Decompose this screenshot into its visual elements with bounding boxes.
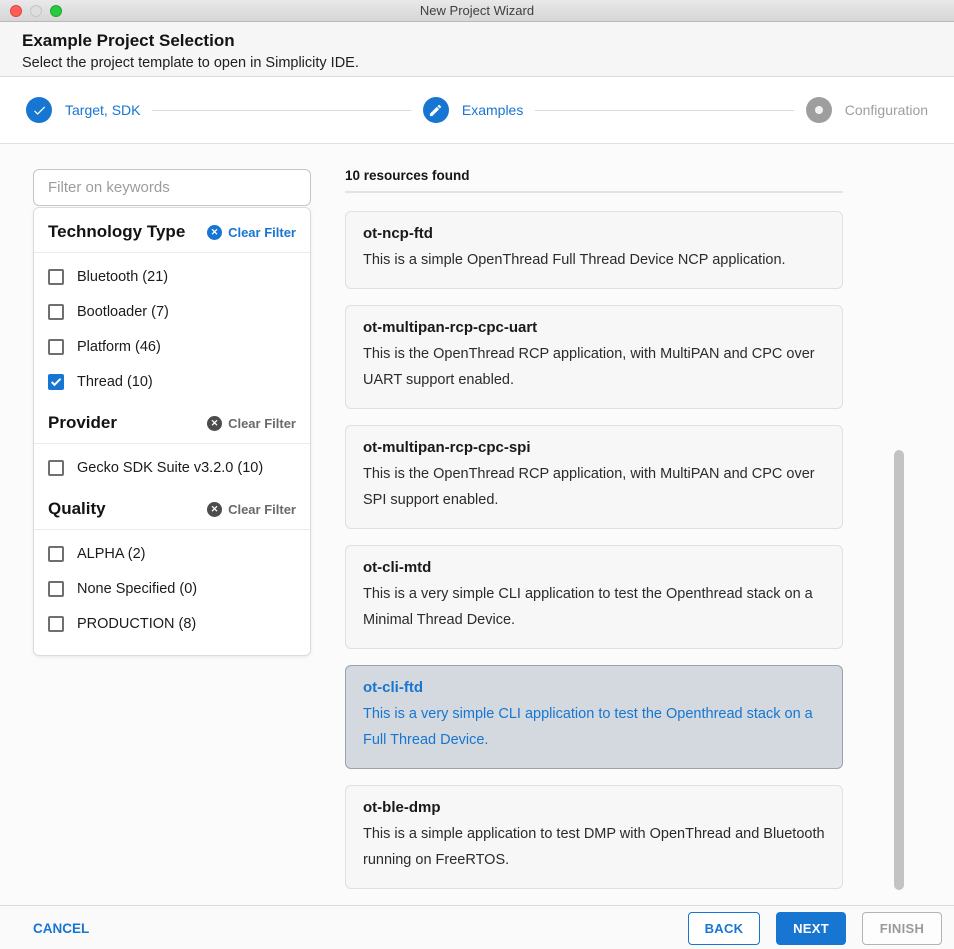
- example-card-ot-ncp-ftd[interactable]: [345, 211, 843, 289]
- clear-filter-button[interactable]: [207, 416, 296, 431]
- filter-checkbox-row[interactable]: [34, 294, 310, 329]
- filter-checkbox-row[interactable]: [34, 450, 310, 485]
- finish-button[interactable]: FINISH: [862, 912, 942, 945]
- wizard-header: [0, 22, 954, 77]
- filter-checkbox-row[interactable]: [34, 536, 310, 571]
- step-label: Examples: [461, 102, 524, 118]
- example-card-ot-multipan-rcp-cpc-uart[interactable]: [345, 305, 843, 409]
- window-title: New Project Wizard: [419, 3, 535, 18]
- step-configuration[interactable]: [806, 97, 928, 123]
- keyword-filter-input[interactable]: [33, 169, 311, 206]
- clear-filter-label: Clear Filter: [228, 415, 296, 431]
- filter-section-title: Technology Type: [48, 222, 186, 241]
- clear-x-icon: ✕: [207, 416, 222, 431]
- step-target-sdk[interactable]: [26, 97, 140, 123]
- example-card-ot-ble-dmp[interactable]: [345, 785, 843, 889]
- next-button[interactable]: NEXT: [776, 912, 846, 945]
- example-card-description: This is a very simple CLI application to test the Openthread stack on a Full Thread Device.: [363, 706, 813, 748]
- example-card-title: ot-cli-ftd: [363, 679, 423, 696]
- results-count: 10 resources found: [345, 168, 470, 183]
- filter-option-label: PRODUCTION (8): [77, 615, 197, 632]
- page-subtitle: Select the project template to open in Simplicity IDE.: [22, 55, 359, 71]
- checkbox-icon[interactable]: [48, 304, 64, 320]
- main-content: [0, 144, 954, 905]
- checkbox-icon[interactable]: [48, 616, 64, 632]
- filter-option-label: Bluetooth (21): [77, 268, 169, 285]
- cards-container: [345, 211, 843, 889]
- clear-filter-button[interactable]: [207, 225, 296, 240]
- example-card-description: This is a simple application to test DMP with OpenThread and Bluetooth running on FreeRTOS.: [363, 826, 825, 868]
- check-icon: [32, 103, 47, 118]
- checkbox-icon[interactable]: [48, 460, 64, 476]
- example-card-title: ot-multipan-rcp-cpc-spi: [363, 439, 531, 456]
- example-card-title: ot-cli-mtd: [363, 559, 432, 576]
- example-card-description: This is the OpenThread RCP application, with MultiPAN and CPC over SPI support enabled.: [363, 466, 815, 508]
- filter-option-label: Thread (10): [77, 373, 153, 390]
- filter-option-label: ALPHA (2): [77, 545, 146, 562]
- example-card-title: ot-multipan-rcp-cpc-uart: [363, 319, 538, 336]
- filter-section: [34, 491, 310, 647]
- checkbox-icon[interactable]: [48, 269, 64, 285]
- window-titlebar: [0, 0, 954, 22]
- step-connector: [535, 110, 793, 111]
- filter-section: [34, 405, 310, 491]
- example-card-ot-cli-mtd[interactable]: [345, 545, 843, 649]
- filter-option-label: None Specified (0): [77, 580, 198, 597]
- clear-filter-button[interactable]: [207, 502, 296, 517]
- checkbox-icon[interactable]: [48, 339, 64, 355]
- example-card-ot-cli-ftd[interactable]: [345, 665, 843, 769]
- results-list: [345, 168, 843, 905]
- example-card-description: This is the OpenThread RCP application, with MultiPAN and CPC over UART support enabled.: [363, 346, 815, 388]
- example-card-description: This is a very simple CLI application to test the Openthread stack on a Minimal Thread Device.: [363, 586, 813, 628]
- vertical-scrollbar[interactable]: [894, 450, 904, 890]
- clear-x-icon: ✕: [207, 502, 222, 517]
- back-button[interactable]: BACK: [688, 912, 760, 945]
- filter-checkbox-row[interactable]: [34, 329, 310, 364]
- pencil-icon: [428, 103, 443, 118]
- filter-checkbox-row[interactable]: [34, 364, 310, 399]
- step-connector: [152, 110, 410, 111]
- filter-section-title: Quality: [48, 499, 106, 518]
- cancel-button[interactable]: CANCEL: [33, 920, 90, 936]
- example-card-title: ot-ble-dmp: [363, 799, 441, 816]
- checkbox-icon[interactable]: [48, 581, 64, 597]
- clear-filter-label: Clear Filter: [228, 224, 296, 240]
- filter-section-title: Provider: [48, 413, 117, 432]
- filter-checkbox-row[interactable]: [34, 259, 310, 294]
- filter-option-label: Bootloader (7): [77, 303, 169, 320]
- filter-checkbox-row[interactable]: [34, 571, 310, 606]
- example-card-ot-multipan-rcp-cpc-spi[interactable]: [345, 425, 843, 529]
- filter-checkbox-row[interactable]: [34, 606, 310, 641]
- filter-section: [34, 214, 310, 405]
- step-label: Target, SDK: [65, 102, 141, 118]
- example-card-title: ot-ncp-ftd: [363, 225, 433, 242]
- clear-filter-label: Clear Filter: [228, 501, 296, 517]
- filter-option-label: Gecko SDK Suite v3.2.0 (10): [77, 459, 264, 476]
- checkbox-icon[interactable]: [48, 546, 64, 562]
- filter-option-label: Platform (46): [77, 338, 161, 355]
- results-divider: [345, 191, 843, 193]
- step-label: Configuration: [844, 102, 929, 118]
- filter-panel: [33, 207, 311, 656]
- example-card-description: This is a simple OpenThread Full Thread Device NCP application.: [363, 252, 786, 268]
- wizard-footer: [0, 905, 954, 949]
- filter-sidebar: [33, 169, 311, 905]
- step-examples[interactable]: [423, 97, 523, 123]
- checkbox-icon[interactable]: [48, 374, 64, 390]
- stepper: [0, 77, 954, 144]
- dot-icon: [815, 106, 823, 114]
- clear-x-icon: ✕: [207, 225, 222, 240]
- page-title: Example Project Selection: [22, 31, 235, 50]
